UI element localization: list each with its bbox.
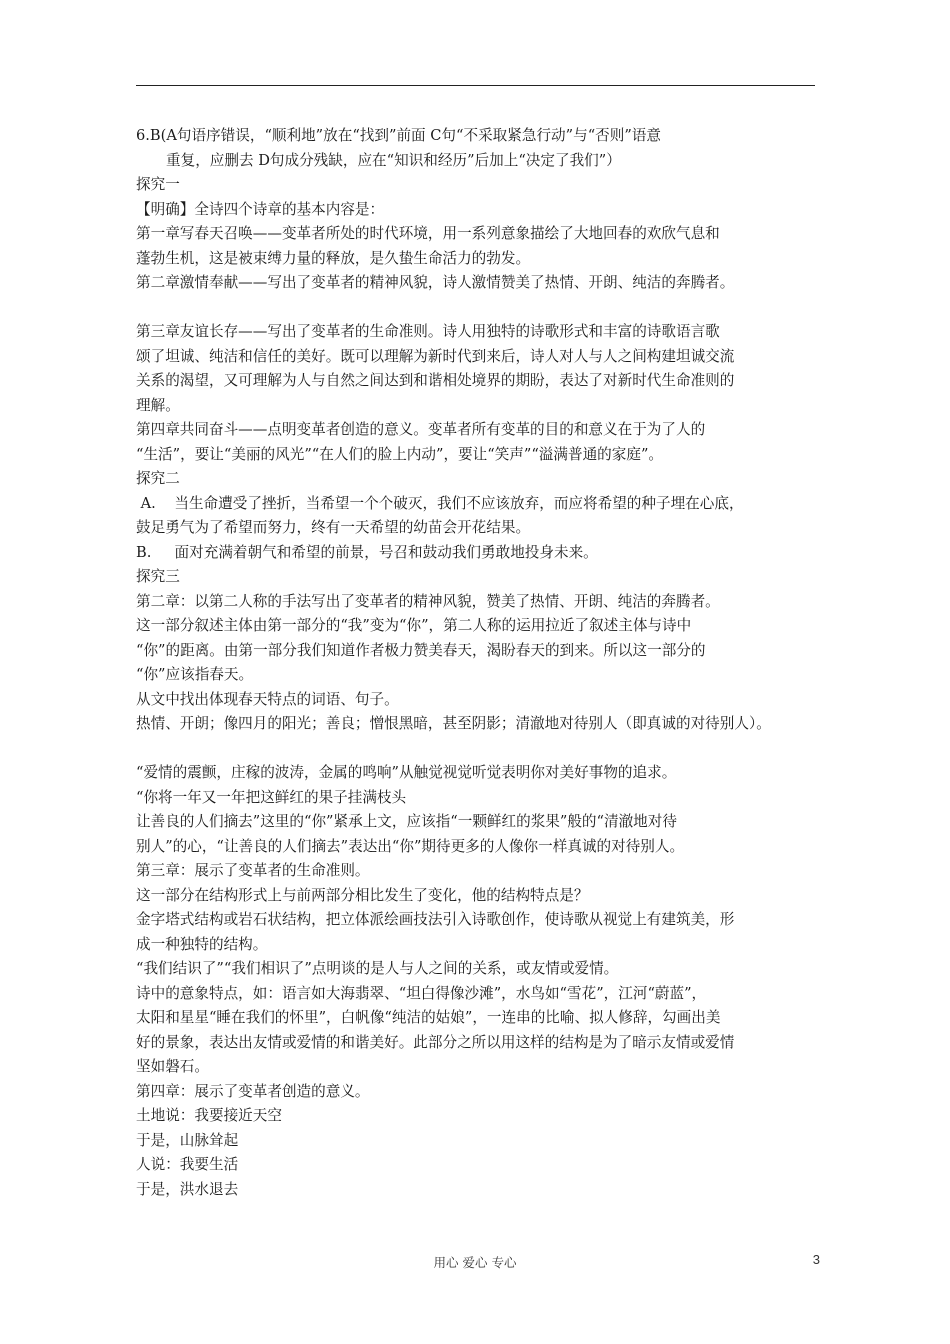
text-line: 从文中找出体现春天特点的词语、句子。 xyxy=(136,690,399,708)
text-line: 颂了坦诚、纯洁和信任的美好。既可以理解为新时代到来后，诗人对人与人之间构建坦诚交流 xyxy=(136,347,735,365)
text-line: B. 面对充满着朝气和希望的前景，号召和鼓动我们勇敢地投身未来。 xyxy=(136,543,598,561)
blank-line xyxy=(136,296,820,321)
text-line: 别人”的心，“让善良的人们摘去”表达出“你”期待更多的人像你一样真诚的对待别人。 xyxy=(136,837,685,855)
text-line: 关系的渴望，又可理解为人与自然之间达到和谐相处境界的期盼，表达了对新时代生命准则的 xyxy=(136,372,735,389)
text-line: “我们结识了”“我们相识了”点明谈的是人与人之间的关系，或友情或爱情。 xyxy=(136,960,619,977)
poem-line: 于是，洪水退去 xyxy=(136,1180,239,1198)
document-body xyxy=(136,124,820,1202)
text-line: 6.B(A句语序错误，“顺利地”放在“找到”前面 C句“不采取紧急行动”与“否则”语意 xyxy=(136,127,661,144)
text-line: 第一章写春天召唤——变革者所处的时代环境，用一系列意象描绘了大地回春的欢欣气息和 xyxy=(136,225,720,242)
text-line: “你将一年又一年把这鲜红的果子挂满枝头 xyxy=(136,788,407,806)
text-line: 第二章激情奉献——写出了变革者的精神风貌，诗人激情赞美了热情、开朗、纯洁的奔腾者。 xyxy=(136,274,735,291)
text-line: 让善良的人们摘去”这里的“你”紧承上文，应该指“一颗鲜红的浆果”般的“清澈地对待 xyxy=(136,813,677,830)
text-line: 重复，应删去 D句成分残缺，应在“知识和经历”后加上“决定了我们”） xyxy=(166,151,621,169)
text-line: “爱情的震颤，庄稼的波涛，金属的鸣响”从触觉视觉听觉表明你对美好事物的追求。 xyxy=(136,764,677,781)
text-line: 成一种独特的结构。 xyxy=(136,935,268,953)
section-heading: 探究三 xyxy=(136,568,180,585)
section-heading: 探究一 xyxy=(136,176,180,193)
text-line: 好的景象，表达出友情或爱情的和谐美好。此部分之所以用这样的结构是为了暗示友情或爱情 xyxy=(136,1033,735,1051)
text-line: 鼓足勇气为了希望而努力，终有一天希望的幼苗会开花结果。 xyxy=(136,519,531,536)
header-rule xyxy=(136,85,815,86)
section-heading: 探究二 xyxy=(136,470,180,487)
text-line: 【明确】全诗四个诗章的基本内容是： xyxy=(136,200,385,218)
footer-motto: 用心 爱心 专心 xyxy=(433,1255,517,1270)
text-line: 金字塔式结构或岩石状结构，把立体派绘画技法引入诗歌创作，使诗歌从视觉上有建筑美，形 xyxy=(136,911,735,928)
text-line: 太阳和星星“睡在我们的怀里”，白帆像“纯洁的姑娘”，一连串的比喻、拟人修辞，勾画出美 xyxy=(136,1009,721,1026)
text-line: 第二章：以第二人称的手法写出了变革者的精神风貌，赞美了热情、开朗、纯洁的奔腾者。 xyxy=(136,592,720,610)
poem-line: 土地说：我要接近天空 xyxy=(136,1107,282,1124)
text-line: 这一部分叙述主体由第一部分的“我”变为“你”，第二人称的运用拉近了叙述主体与诗中 xyxy=(136,617,692,634)
text-line: 理解。 xyxy=(136,396,180,414)
text-line: 坚如磐石。 xyxy=(136,1058,209,1075)
blank-line xyxy=(136,737,820,762)
text-line: “你”的距离。由第一部分我们知道作者极力赞美春天，渴盼春天的到来。所以这一部分的 xyxy=(136,641,706,659)
text-line: 热情、开朗；像四月的阳光；善良；憎恨黑暗，甚至阴影；清澈地对待别人（即真诚的对待别人）。 xyxy=(136,715,771,732)
text-line: “你”应该指春天。 xyxy=(136,666,254,683)
text-line: A. 当生命遭受了挫折，当希望一个个破灭，我们不应该放弃，而应将希望的种子埋在心底， xyxy=(136,494,744,512)
text-line: 蓬勃生机，这是被束缚力量的释放，是久蛰生命活力的勃发。 xyxy=(136,249,531,267)
text-line: “生活”，要让“美丽的风光”“在人们的脸上内动”，要让“笑声”“溢满普通的家庭”。 xyxy=(136,445,664,463)
text-line: 第三章友谊长存——写出了变革者的生命准则。诗人用独特的诗歌形式和丰富的诗歌语言歌 xyxy=(136,323,720,340)
text-line: 诗中的意象特点，如：语言如大海翡翠、“坦白得像沙滩”，水鸟如“雪花”，江河“蔚蓝”， xyxy=(136,984,707,1002)
text-line: 第三章：展示了变革者的生命准则。 xyxy=(136,862,370,879)
poem-line: 人说：我要生活 xyxy=(136,1156,239,1173)
text-line: 这一部分在结构形式上与前两部分相比发生了变化，他的结构特点是？ xyxy=(136,886,589,904)
poem-line: 于是，山脉耸起 xyxy=(136,1131,239,1149)
page-number: 3 xyxy=(812,1252,820,1267)
text-line: 第四章共同奋斗——点明变革者创造的意义。变革者所有变革的目的和意义在于为了人的 xyxy=(136,421,706,438)
text-line: 第四章：展示了变革者创造的意义。 xyxy=(136,1082,370,1100)
